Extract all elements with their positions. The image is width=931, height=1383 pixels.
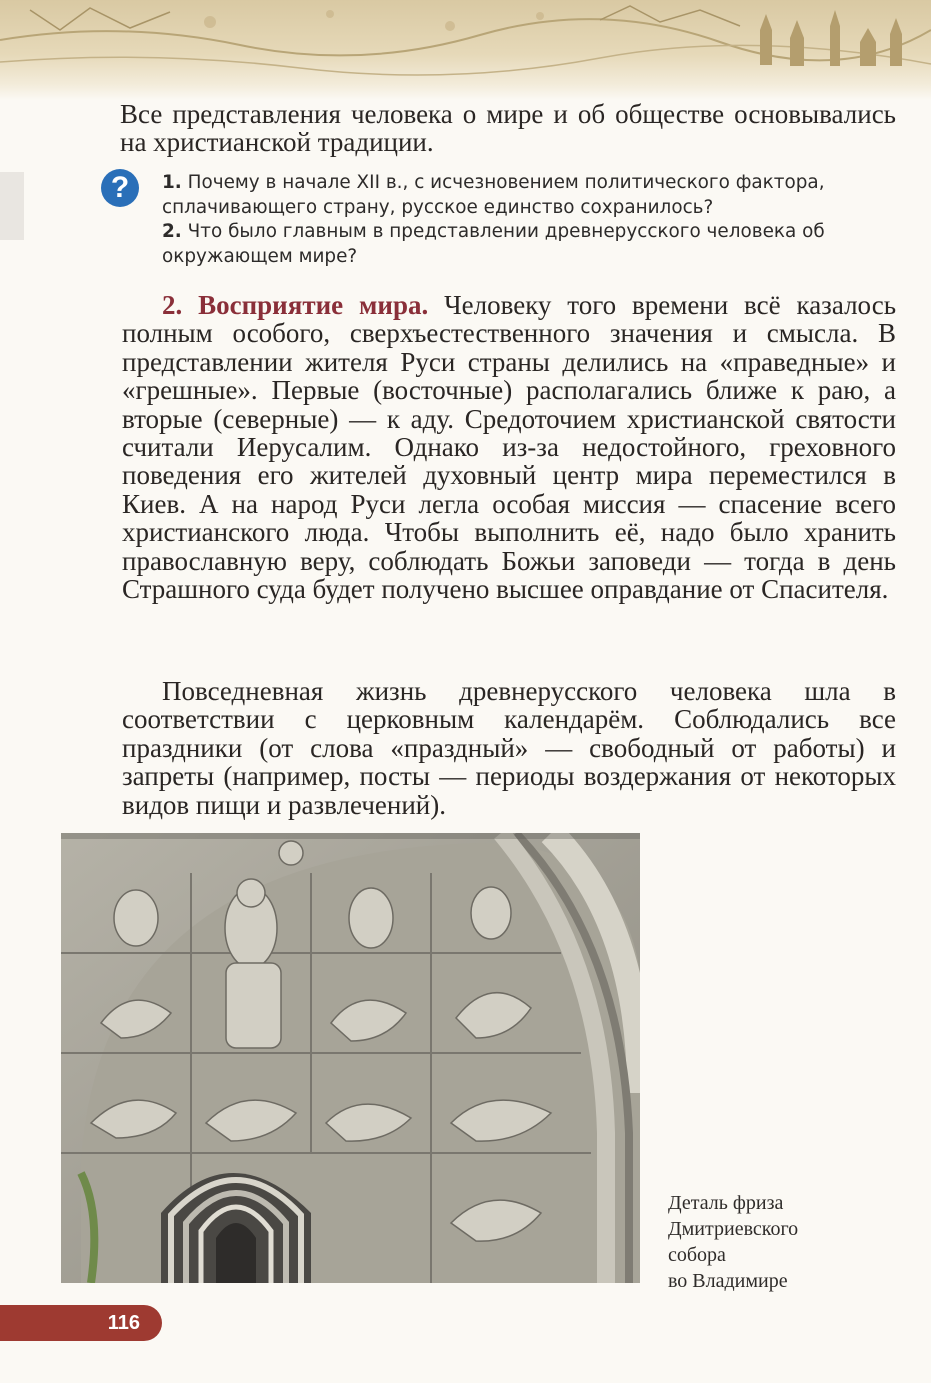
caption-line: во Владимире (668, 1270, 788, 1292)
caption-line: собора (668, 1244, 726, 1266)
section-title: 2. Восприятие мира. (162, 290, 429, 320)
section-paragraph-2: Повседневная жизнь древнерусского человека шла в соответствии с церковным календарём. Соблюдались все праздники (от слова «праздный» — свободный от работы) и запреты (например, посты — периоды воздержания от некоторых видов пищи и развлечений). (122, 676, 896, 820)
section-paragraph-1 (122, 291, 896, 603)
question-mark-icon: ? (101, 169, 139, 207)
decorative-map-banner (0, 0, 931, 100)
question-number: 1. (162, 172, 182, 193)
page-edge-tab (0, 172, 24, 240)
question-item (162, 220, 896, 269)
question-text: Что было главным в представлении древнерусского человека об окружающем мире? (162, 221, 825, 267)
question-item (162, 171, 896, 220)
caption-line: Деталь фриза (668, 1192, 784, 1214)
caption-line: Дмитриевского (668, 1218, 799, 1240)
frieze-illustration (61, 833, 640, 1283)
section-paragraph-1-text: Человеку того времени всё казалось полным особого, сверхъестественного значения и смысла. В представлении жителя Руси страны делились на «праведные» и «грешные». Первые (восточные) располагались ближе к раю, а вторые (северные) — к аду. Средоточием христианской святости считали Иерусалим. Однако из-за недостойного, греховного поведения его жителей духовный центр мира переместился в Киев. А на народ Руси легла особая миссия — спасение всего христианского люда. Чтобы выполнить её, надо было хранить православную веру, соблюдать Божьи заповеди — тогда в день Страшного суда будет получено высшее оправдание от Спасителя. (122, 290, 897, 605)
review-questions (162, 171, 896, 269)
question-number: 2. (162, 221, 182, 243)
banner-illustration (0, 0, 931, 100)
figure-caption (668, 1190, 908, 1294)
page-number: 116 (107, 1312, 140, 1334)
intro-paragraph: Все представления человека о мире и об обществе основывались на христианской традиции. (120, 99, 896, 158)
question-text: Почему в начале XII в., с исчезновением политического фактора, сплачивающего страну, русское единство сохранилось? (162, 172, 825, 218)
page-number-badge (0, 1305, 162, 1341)
frieze-photo (61, 833, 640, 1283)
